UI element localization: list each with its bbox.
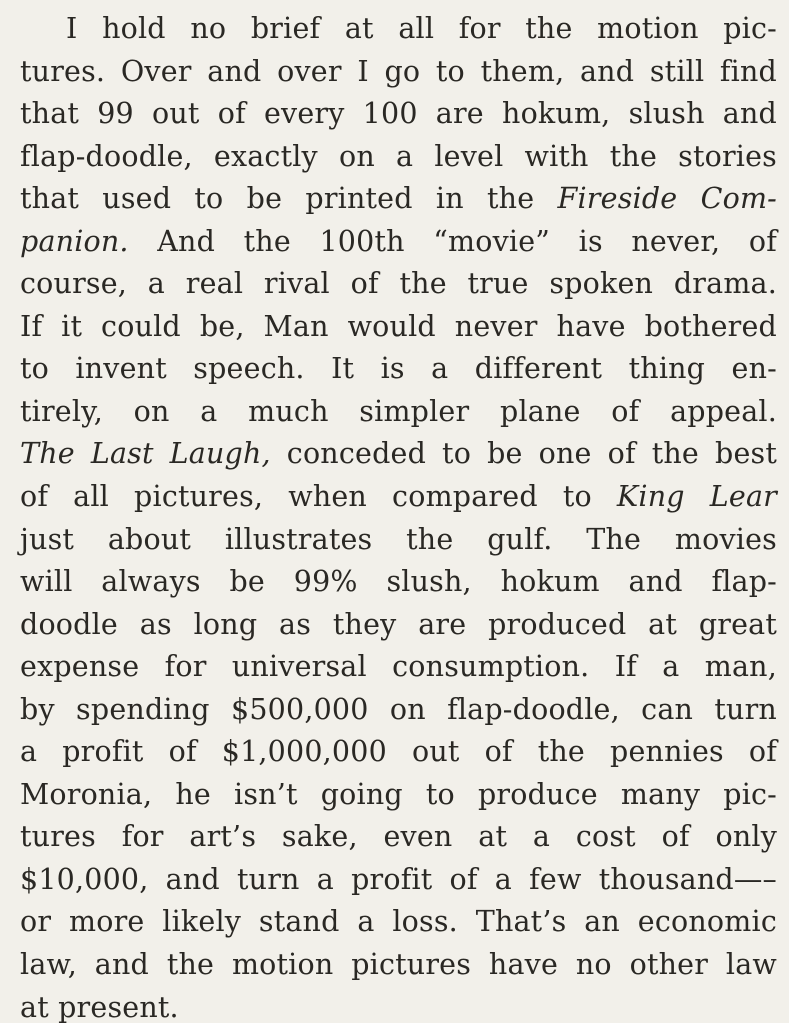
text-line-4: flap-doodle, exactly on a level with the stories <box>20 139 777 173</box>
text-line-18: a profit of $1,000,000 out of the pennies of <box>20 735 777 769</box>
text-line-5: that used to be printed in the Fireside Com- <box>20 182 777 216</box>
text-line-3: that 99 out of every 100 are hokum, slush and <box>20 97 777 131</box>
text-line-22: or more likely stand a loss. That’s an economic <box>20 905 777 939</box>
text-line-12: of all pictures, when compared to King Lear <box>20 480 777 514</box>
text-line-13: just about illustrates the gulf. The movies <box>20 522 777 556</box>
italic-title-fireside: Fireside Com- <box>557 182 777 216</box>
text-line-15: doodle as long as they are produced at great <box>20 607 777 641</box>
text-line-24: at present. <box>20 990 179 1023</box>
text-line-11: The Last Laugh, conceded to be one of the best <box>20 437 777 471</box>
text-line-23: law, and the motion pictures have no other law <box>20 948 777 982</box>
text-line-2: tures. Over and over I go to them, and still find <box>20 54 777 88</box>
text-line-10: tirely, on a much simpler plane of appeal. <box>20 394 777 428</box>
text-line-16: expense for universal consumption. If a man, <box>20 650 777 684</box>
italic-title-king-lear: King Lear <box>616 480 777 514</box>
text-line-6: panion. And the 100th “movie” is never, of <box>20 224 777 258</box>
text-line-14: will always be 99% slush, hokum and flap- <box>20 565 777 599</box>
text-line-9: to invent speech. It is a different thing en- <box>20 352 777 386</box>
text-line-17: by spending $500,000 on flap-doodle, can turn <box>20 692 777 726</box>
text-line-19: Moronia, he isn’t going to produce many pic- <box>20 777 777 811</box>
italic-title-companion: panion. <box>20 224 129 258</box>
text-line-7: course, a real rival of the true spoken drama. <box>20 267 777 301</box>
text-line-20: tures for art’s sake, even at a cost of only <box>20 820 777 854</box>
text-line-8: If it could be, Man would never have bothered <box>20 309 777 343</box>
text-line-1: I hold no brief at all for the motion pic- <box>66 12 777 45</box>
text-line-21: $10,000, and turn a profit of a few thousand—– <box>20 862 777 896</box>
italic-title-last-laugh: The Last Laugh, <box>20 437 271 471</box>
